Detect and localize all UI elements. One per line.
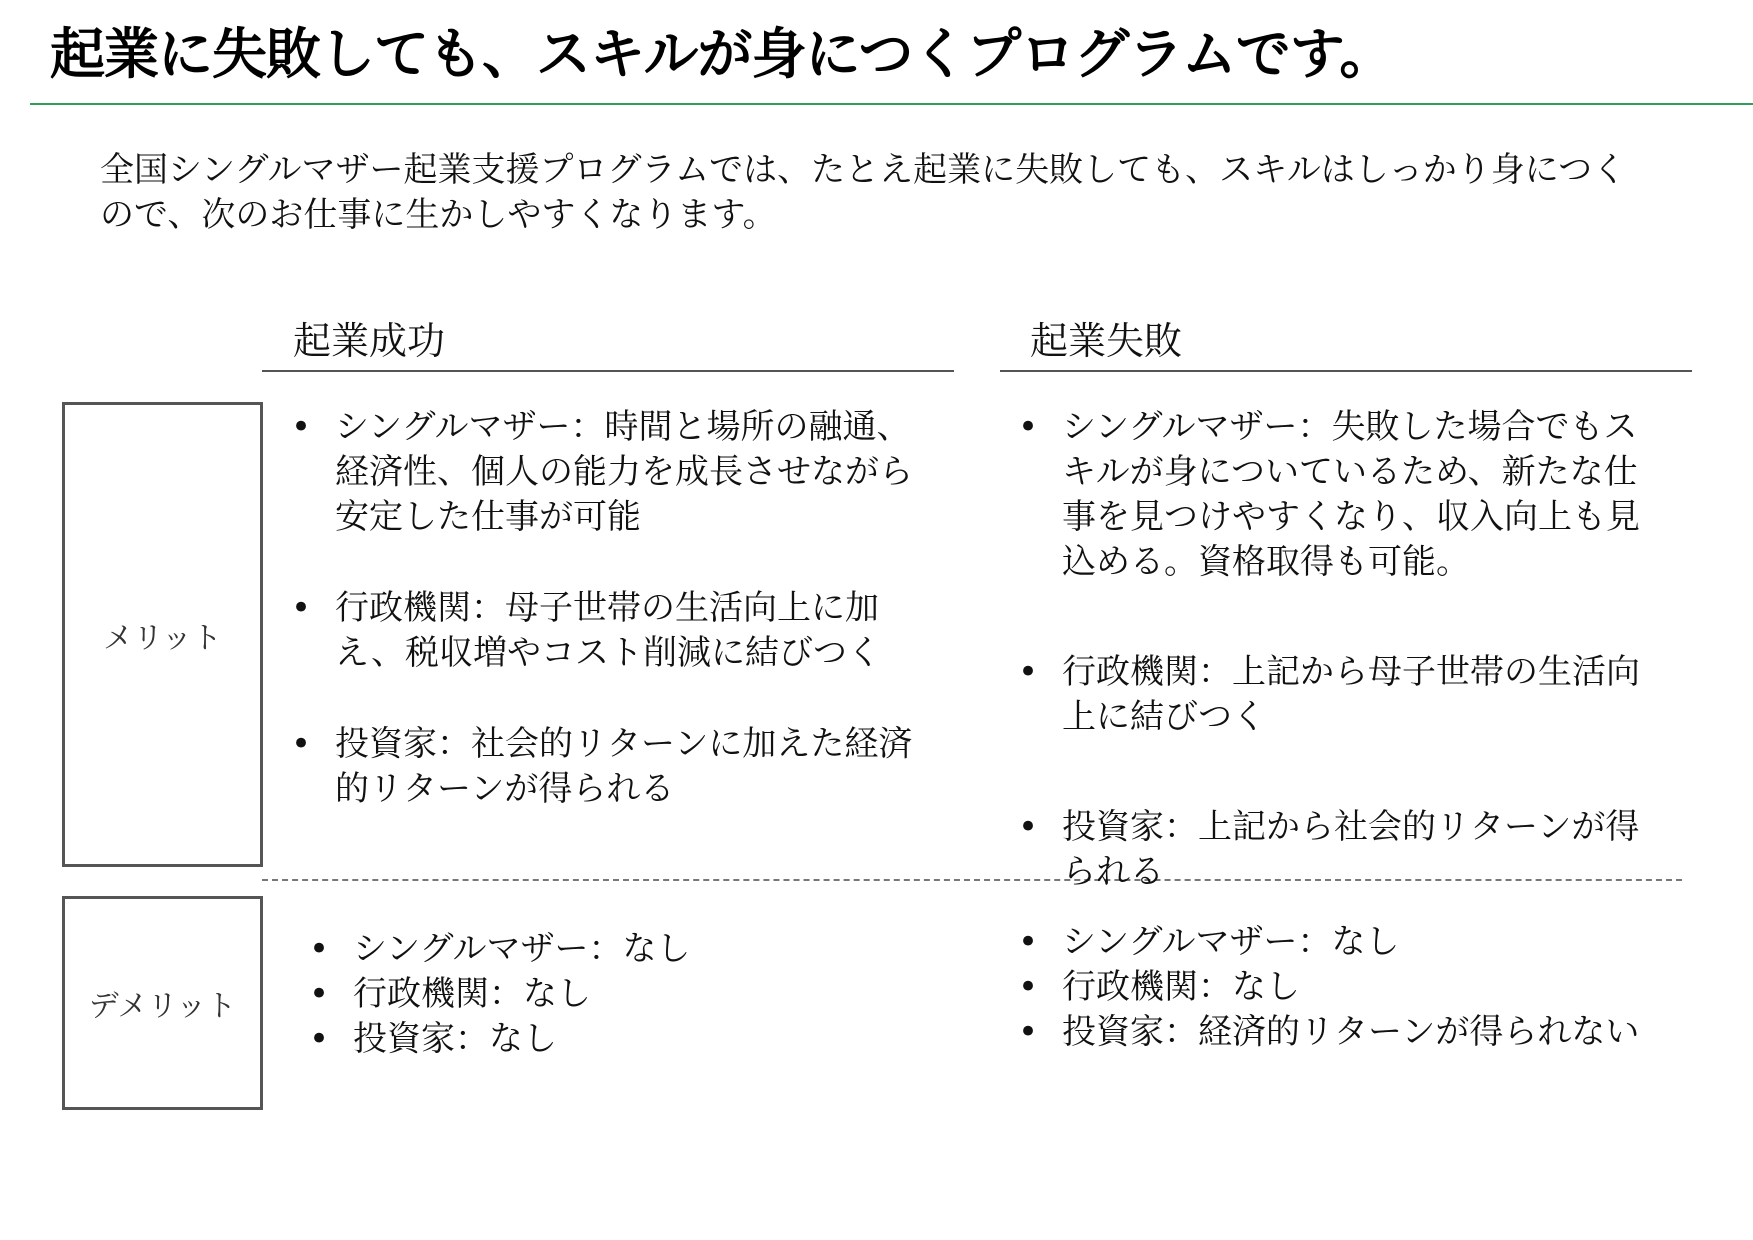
list-item: • 行政機関：なし (1018, 965, 1678, 1010)
list-item: • シングルマザー：失敗した場合でもスキルが身についているため、新たな仕事を見つけやすくなり、収入向上も見込める。資格取得も可能。 (1018, 405, 1668, 585)
intro-line-2: ので、次のお仕事に生かしやすくなります。 (100, 195, 777, 235)
column-divider-failure (1000, 370, 1692, 372)
demerit-success-list (309, 927, 949, 1062)
row-label-merit (62, 402, 263, 867)
list-item: • 投資家：なし (309, 1017, 949, 1062)
list-item: • 行政機関：なし (309, 972, 949, 1017)
row-label-demerit-text: デメリット (88, 989, 237, 1024)
list-item: • 行政機関：上記から母子世帯の生活向上に結びつく (1018, 650, 1668, 740)
list-item: • シングルマザー：なし (309, 927, 949, 972)
page-title: 起業に失敗しても、スキルが身につくプログラムです。 (50, 22, 1394, 86)
merit-failure-list (1018, 405, 1668, 960)
intro-line-1: 全国シングルマザー起業支援プログラムでは、たとえ起業に失敗しても、スキルはしっかり身につく (100, 150, 1627, 190)
list-item: • 投資家：経済的リターンが得られない (1018, 1010, 1678, 1055)
merit-success-list (291, 405, 941, 858)
demerit-failure-list (1018, 920, 1678, 1055)
column-divider-success (262, 370, 954, 372)
row-label-demerit (62, 896, 263, 1110)
list-item: • シングルマザー：時間と場所の融通、経済性、個人の能力を成長させながら安定した仕事が可能 (291, 405, 941, 540)
list-item: • 投資家：上記から社会的リターンが得られる (1018, 805, 1668, 895)
column-header-success: 起業成功 (293, 319, 446, 363)
row-label-merit-text: メリット (103, 620, 222, 656)
list-item: • シングルマザー：なし (1018, 920, 1678, 965)
list-item: • 投資家：社会的リターンに加えた経済的リターンが得られる (291, 722, 941, 812)
list-item: • 行政機関：母子世帯の生活向上に加え、税収増やコスト削減に結びつく (291, 586, 941, 676)
intro-paragraph (100, 148, 1700, 238)
title-divider (30, 103, 1753, 105)
column-header-failure: 起業失敗 (1030, 319, 1183, 363)
